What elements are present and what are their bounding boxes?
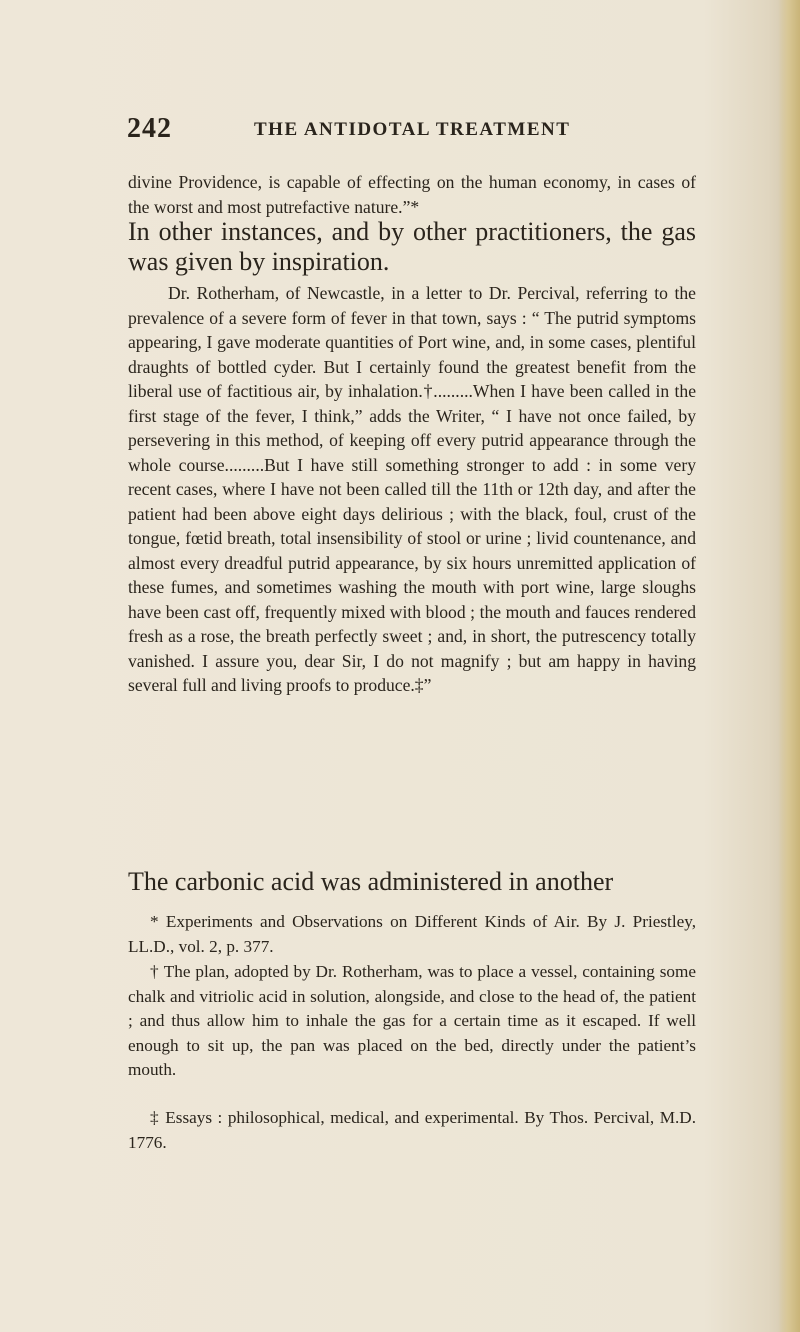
section-heading-inspiration: In other instances, and by other practitioners, the gas was given by inspiration.	[128, 217, 696, 276]
footnote-dagger: † The plan, adopted by Dr. Rotherham, was to place a vessel, containing some chalk and vitriolic acid in solution, alongside, and close to the head of, the patient ; and thus allow him to inhale the gas for a certain time as it escaped. If well enough to sit up, the pan was placed on the bed, directly under the patient’s mouth.	[128, 962, 696, 1079]
footnote-double-dagger: ‡ Essays : philosophical, medical, and experimental. By Thos. Percival, M.D. 1776.	[128, 1108, 696, 1152]
footnote-asterisk: * Experiments and Observations on Different Kinds of Air. By J. Priestley, LL.D., vol. 2, p. 377.	[128, 912, 696, 956]
paragraph-continued: divine Providence, is capable of effecting on the human economy, in cases of the worst and most putrefactive nature.”*	[128, 172, 696, 217]
page-header	[127, 113, 707, 153]
section-heading-carbonic-acid: The carbonic acid was administered in another	[128, 867, 614, 896]
running-head: THE ANTIDOTAL TREATMENT	[254, 119, 571, 140]
paragraph-rotherham-letter: Dr. Rotherham, of Newcastle, in a letter to Dr. Percival, referring to the prevalence of a severe form of fever in that town, says : “ The putrid symptoms appearing, I gave moderate quantities of Port wine, and, in some cases, plentiful draughts of bottled cyder. But I certainly found the greatest benefit from the liberal use of factitious air, by inhalation.†.........When I have been called in the first stage of the fever, I think,” adds the Writer, “ I have not once failed, by persevering in this method, of keeping off every putrid appearance through the whole course.........But I have still something stronger to add : in some very recent cases, where I have not been called till the 11th or 12th day, and after the patient had been above eight days delirious ; with the black, foul, crust of the tongue, fœtid breath, total insensibility of stool or urine ; livid countenance, and almost every dreadful putrid appearance, by six hours unremitted application of these fumes, and sometimes washing the mouth with port wine, large sloughs have been cast off, frequently mixed with blood ; the mouth and fauces rendered fresh as a rose, the breath perfectly sweet ; and, in short, the putrescency totally vanished. I assure you, dear Sir, I do not magnify ; but am happy in having several full and living proofs to produce.‡”	[128, 283, 696, 695]
page-number: 242	[127, 113, 172, 144]
page-edge-shadow	[778, 0, 800, 1332]
